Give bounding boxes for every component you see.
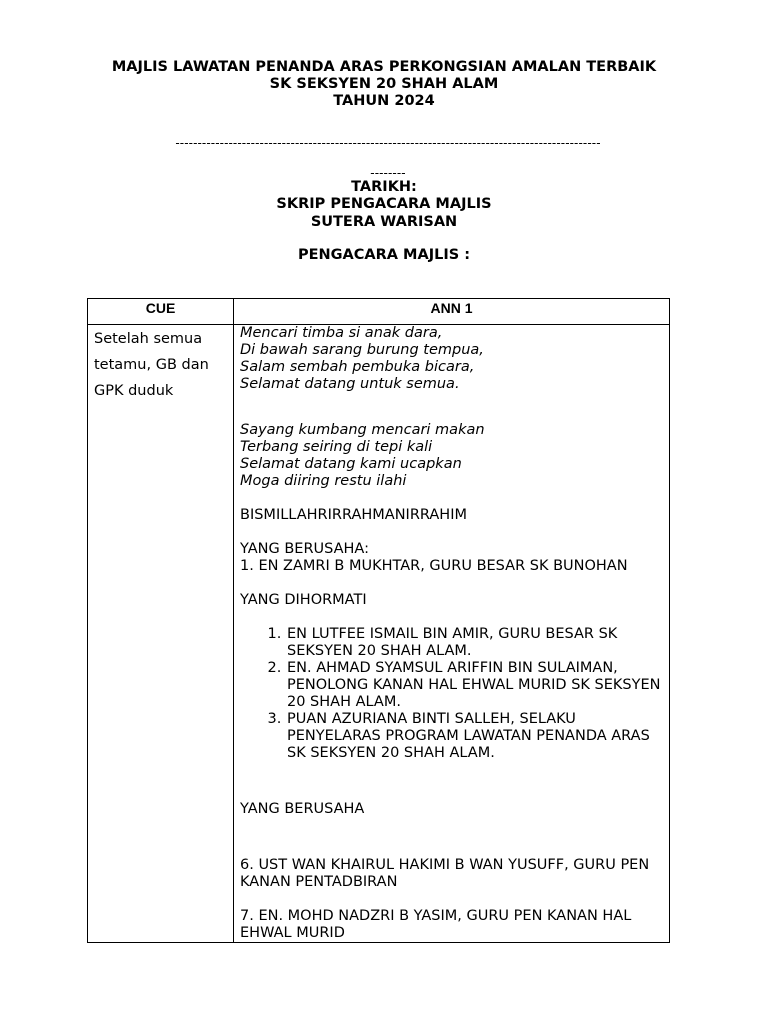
header-event-title: MAJLIS LAWATAN PENANDA ARAS PERKONGSIAN AMALAN TERBAIK xyxy=(111,59,657,75)
pantun-welcome-1 xyxy=(240,325,663,393)
pantun-line: Selamat datang kami ucapkan xyxy=(240,456,462,472)
column-header-ann: ANN 1 xyxy=(234,299,670,325)
script-title: SKRIP PENGACARA MAJLIS xyxy=(276,196,492,213)
tarikh-label: TARIKH: xyxy=(351,179,417,195)
separator-line-2: -------- xyxy=(370,166,406,180)
column-header-cue: CUE xyxy=(88,299,234,325)
pantun-welcome-2 xyxy=(240,422,663,490)
separator-line-1: ------------------------------------------------------------------------------------------------ xyxy=(175,136,601,150)
script-table xyxy=(87,298,670,943)
ann-cell xyxy=(234,325,670,943)
pantun-line: Di bawah sarang burung tempua, xyxy=(240,342,484,358)
bismillah-text: BISMILLAHRIRRAHMANIRRAHIM xyxy=(240,507,467,523)
berusaha-item-7: 7. EN. MOHD NADZRI B YASIM, GURU PEN KANAN HAL EHWAL MURID xyxy=(240,908,632,941)
event-name: SUTERA WARISAN xyxy=(310,213,458,230)
yang-berusaha-heading: YANG BERUSAHA: xyxy=(240,541,369,557)
document-header xyxy=(110,59,658,111)
table-row xyxy=(88,325,670,943)
yang-berusaha-heading-2: YANG BERUSAHA xyxy=(240,801,365,817)
pantun-line: Terbang seiring di tepi kali xyxy=(240,439,433,455)
list-item: 1. EN LUTFEE ISMAIL BIN AMIR, GURU BESAR SK SEKSYEN 20 SHAH ALAM. xyxy=(286,626,663,660)
berusaha-item-1: 1. EN ZAMRI B MUKHTAR, GURU BESAR SK BUNOHAN xyxy=(240,558,628,574)
pantun-line: Sayang kumbang mencari makan xyxy=(240,422,485,438)
table-header-row xyxy=(88,299,670,325)
pengacara-label: PENGACARA MAJLIS : xyxy=(297,247,471,263)
dihormati-list xyxy=(240,626,663,762)
pantun-line: Mencari timba si anak dara, xyxy=(240,325,443,341)
header-school-name: SK SEKSYEN 20 SHAH ALAM xyxy=(269,76,499,93)
script-title-block xyxy=(110,179,658,231)
berusaha-item-6: 6. UST WAN KHAIRUL HAKIMI B WAN YUSUFF, GURU PEN KANAN PENTADBIRAN xyxy=(240,857,650,890)
list-item: 3. PUAN AZURIANA BINTI SALLEH, SELAKU PENYELARAS PROGRAM LAWATAN PENANDA ARAS SK SEKSYEN 20 SHAH ALAM. xyxy=(286,711,663,762)
pantun-line: Salam sembah pembuka bicara, xyxy=(240,359,475,375)
cue-cell: Setelah semua tetamu, GB dan GPK duduk xyxy=(88,325,234,943)
pantun-line: Selamat datang untuk semua. xyxy=(240,376,460,392)
pantun-line: Moga diiring restu ilahi xyxy=(240,473,407,489)
yang-dihormati-heading: YANG DIHORMATI xyxy=(240,592,367,608)
header-year: TAHUN 2024 xyxy=(333,93,435,110)
list-item: 2. EN. AHMAD SYAMSUL ARIFFIN BIN SULAIMAN, PENOLONG KANAN HAL EHWAL MURID SK SEKSYEN 20 SHAH ALAM. xyxy=(286,660,663,711)
